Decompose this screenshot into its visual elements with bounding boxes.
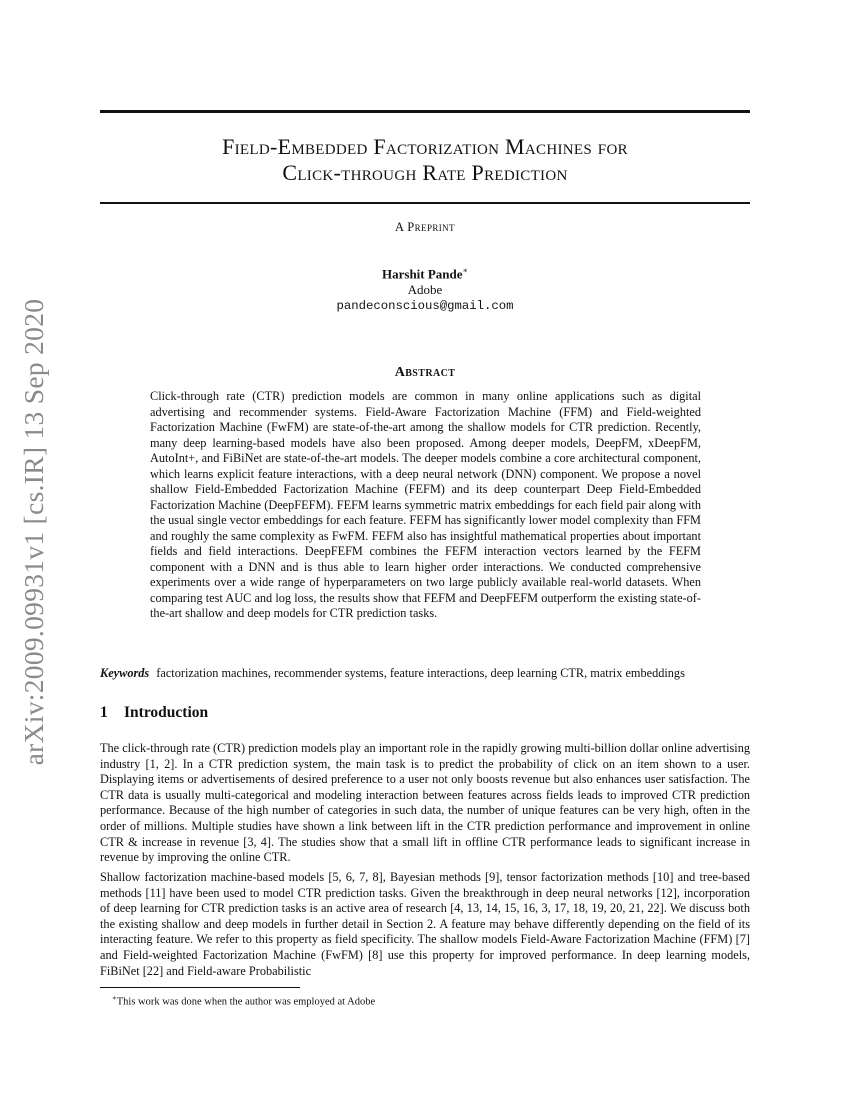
abstract-heading: Abstract	[394, 365, 456, 380]
footnote-divider	[100, 987, 300, 988]
intro-paragraph-1: The click-through rate (CTR) prediction models play an important role in the rapidly growing multi-billion dollar online advertising industry [1, 2]. In a CTR prediction system, the main task is to predict the probability of click on an item shown to a user. Displaying items or advertisements of desired preference to a user not only boosts revenue but also enhances user satisfaction. The CTR data is usually multi-categorical and modeling interaction between features across fields leads to improved CTR prediction performance. Because of the high number of categories in such data, the number of unique features can be very high, often in the order of millions. Multiple studies have shown a link between lift in the CTR prediction performance and improvement in online CTR & increase in revenue [3, 4]. The studies show that a small lift in offline CTR performance leads to significant increase in revenue by improving the online CTR.	[100, 741, 750, 865]
intro-paragraph-2: Shallow factorization machine-based models [5, 6, 7, 8], Bayesian methods [9], tensor factorization methods [10] and tree-based methods [11] have been used to model CTR prediction tasks. Given the breakthrough in deep neural networks [12], incorporation of deep learning for CTR prediction tasks is an active area of research [4, 13, 14, 15, 16, 3, 17, 18, 19, 20, 21, 22]. We discuss both the existing shallow and deep models in further detail in Section 2. A feature may behave differently depending on the field of its interacting feature. We refer to this property as field specificity. The shallow models Field-Aware Factorization Machine (FFM) [7] and Field-weighted Factorization Machine (FwFM) [8] use this property for improved performance. In deep learning models, FiBiNet [22] and Field-aware Probabilistic	[100, 870, 750, 978]
keywords-label: Keywords	[100, 666, 150, 680]
title-rule-bottom	[100, 202, 750, 204]
paper-title	[100, 134, 750, 186]
author-footnote-mark: ∗	[462, 266, 468, 275]
section-title: Introduction	[124, 704, 209, 721]
footnote-mark: ∗	[112, 994, 117, 1002]
footnote	[112, 992, 375, 1009]
title-line-1: Field-Embedded Factorization Machines for	[222, 134, 628, 159]
section-heading-introduction	[100, 704, 208, 722]
abstract-text: Click-through rate (CTR) prediction models are common in many online applications such as digital advertising and recommender systems. Field-Aware Factorization Machine (FFM) and Field-weighted Factorization Machine (FwFM) are state-of-the-art among the shallow models for CTR prediction. Recently, many deep learning-based models have also been proposed. Among deeper models, DeepFM, xDeepFM, AutoInt+, and FiBiNet are state-of-the-art models. The deeper models combine a core architectural component, which learns explicit feature interactions, with a deep neural network (DNN) component. We propose a novel shallow Field-Embedded Factorization Machine (FEFM) and its deep counterpart Deep Field-Embedded Factorization Machine (DeepFEFM). FEFM learns symmetric matrix embeddings for each field pair along with the usual single vector embeddings for each feature. FEFM has significantly lower model complexity than FFM and roughly the same complexity as FwFM. FEFM also has insightful mathematical properties about important fields and field interactions. DeepFEFM combines the FEFM interaction vectors learned by the FEFM component with a DNN and is thus able to learn higher order interactions. We conducted comprehensive experiments over a wide range of hyperparameters on two large publicly available real-world datasets. When comparing test AUC and log loss, the results show that FEFM and DeepFEFM outperform the existing state-of-the-art shallow and deep models for CTR prediction tasks.	[150, 389, 701, 620]
author-affiliation: Adobe	[407, 282, 443, 298]
title-line-2: Click-through Rate Prediction	[282, 160, 568, 185]
keywords-text: factorization machines, recommender systems, feature interactions, deep learning CTR, matrix embeddings	[156, 666, 685, 680]
title-rule-top	[100, 110, 750, 113]
preprint-label: A Preprint	[395, 220, 455, 234]
author-block	[100, 263, 750, 314]
author-name: Harshit Pande	[382, 266, 463, 282]
author-name-line	[100, 263, 750, 282]
section-number: 1	[100, 704, 108, 721]
footnote-text: This work was done when the author was employed at Adobe	[116, 996, 376, 1008]
author-email[interactable]: pandeconscious@gmail.com	[336, 299, 514, 314]
keywords-line	[100, 666, 760, 681]
arxiv-identifier-stamp: arXiv:2009.09931v1 [cs.IR] 13 Sep 2020	[18, 298, 49, 766]
